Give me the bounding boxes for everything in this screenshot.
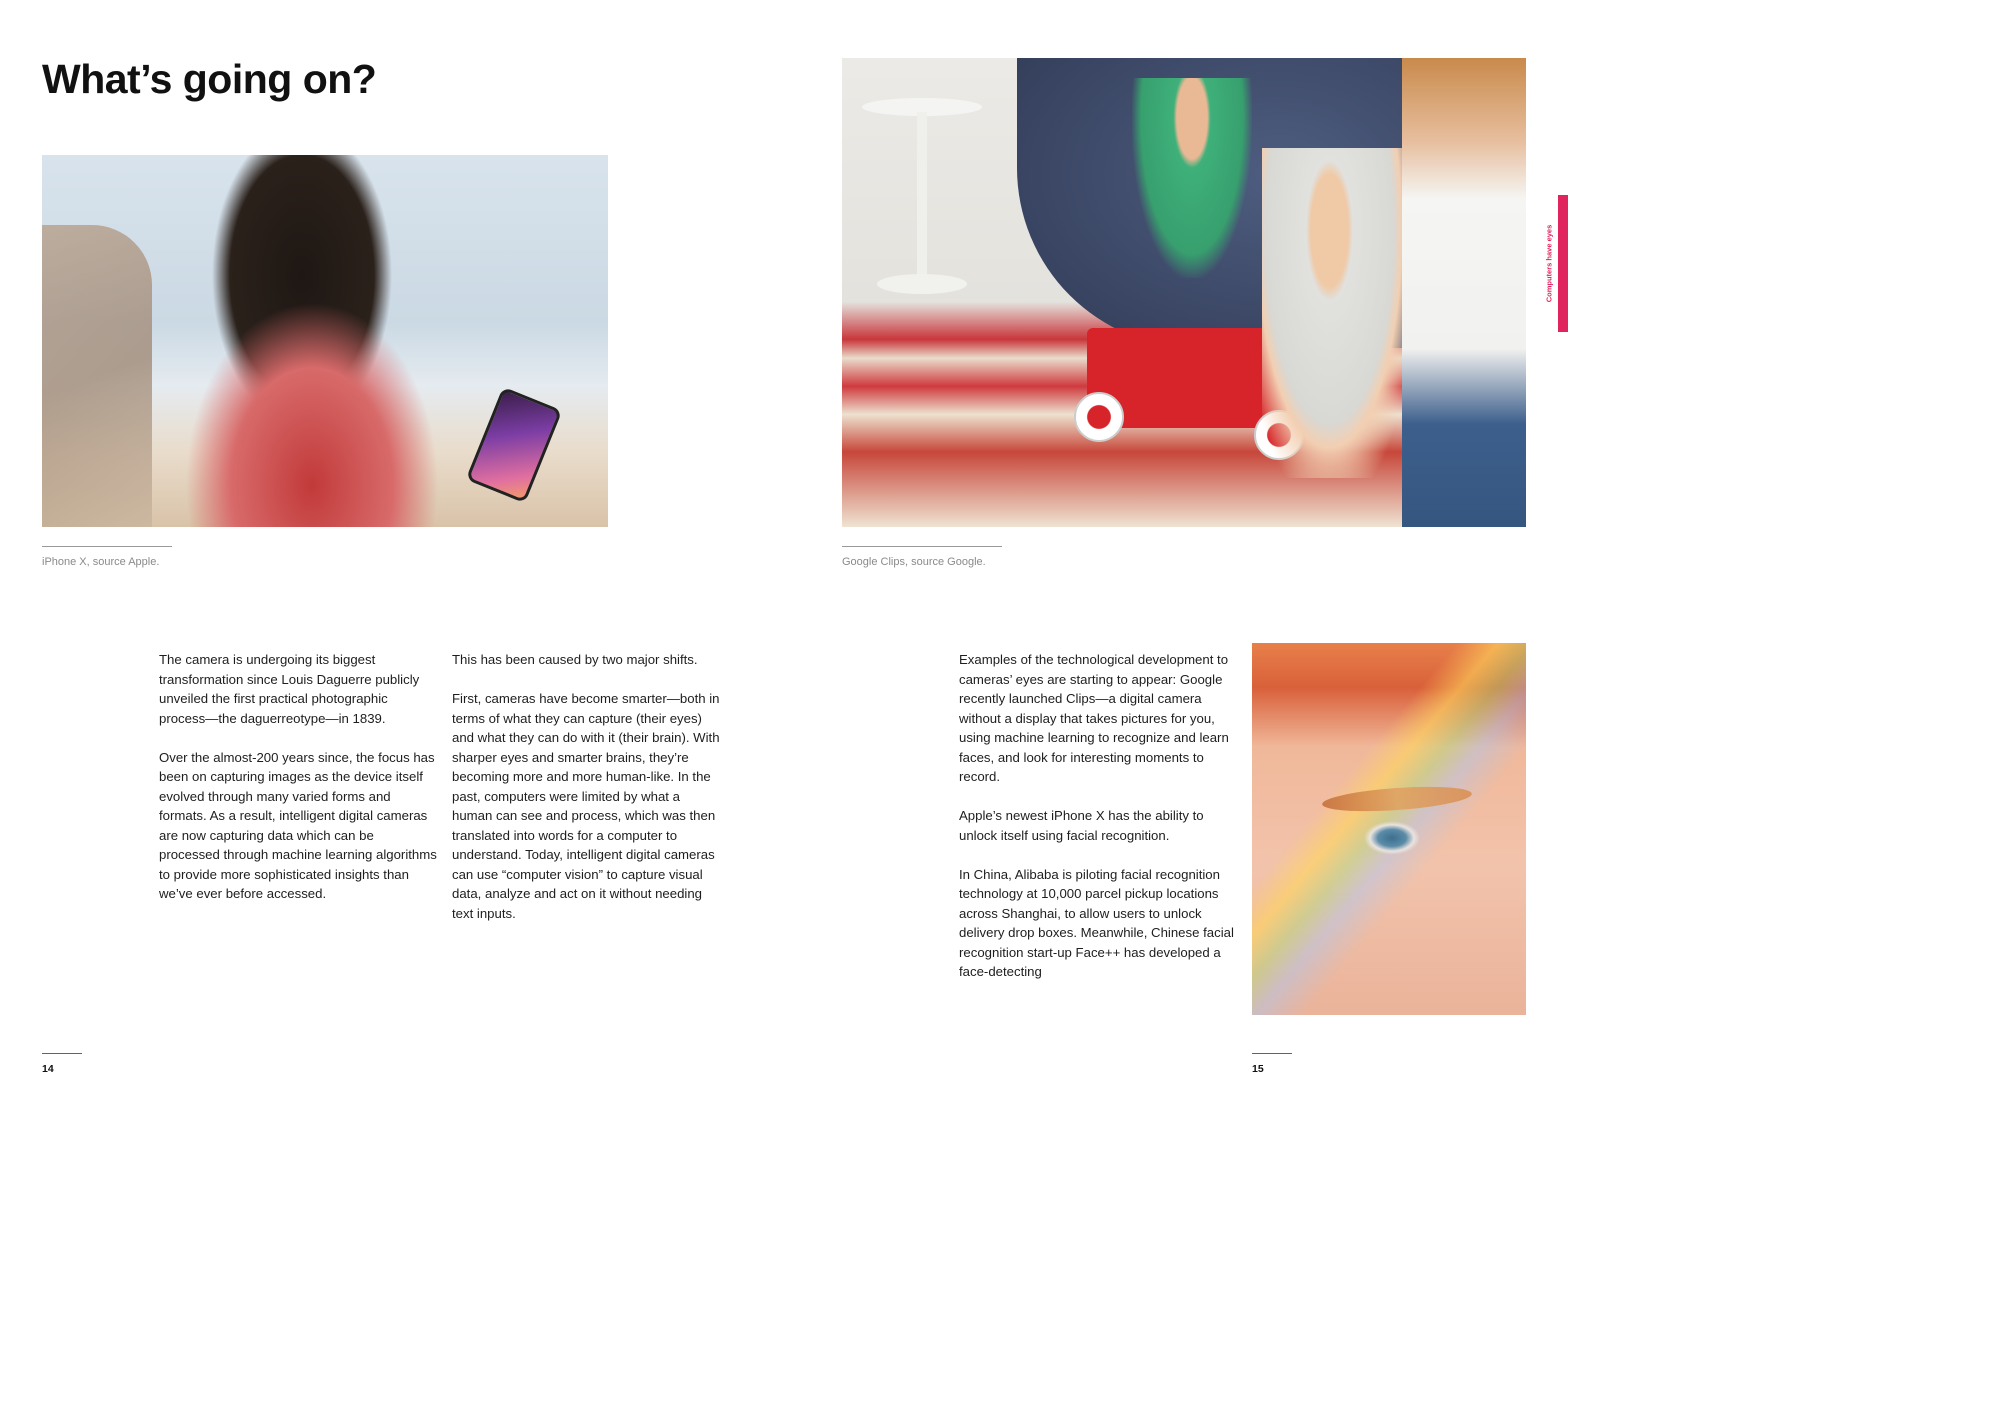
iphone-x-photo bbox=[42, 155, 608, 527]
page-number-left: 14 bbox=[42, 1063, 54, 1075]
side-tab-label: Computers have eyes bbox=[1544, 224, 1554, 303]
caption-right: Google Clips, source Google. bbox=[842, 556, 986, 568]
footer-rule-right bbox=[1252, 1053, 1292, 1054]
footer-rule-left bbox=[42, 1053, 82, 1054]
paragraph: Over the almost-200 years since, the focus has been on capturing images as the device itself evolved through many varied forms and formats. As a result, intelligent digital cameras are now capturing data which can be processed through machine learning algorithms to provide more sophisticated insights than we’ve ever before accessed. bbox=[159, 749, 437, 901]
woman-shape bbox=[1402, 58, 1526, 527]
body-column-3 bbox=[959, 650, 1239, 982]
paragraph: Apple’s newest iPhone X has the ability to unlock itself using facial recognition. bbox=[959, 808, 1204, 843]
cliff-shape bbox=[42, 225, 152, 527]
paragraph: First, cameras have become smarter—both in terms of what they can capture (their eyes) and what they can do with it (their brain). With sharper eyes and smarter brains, they’re becoming more and more human-like. In the past, computers were limited by what a human can see and process, which was then translated into words for a computer to understand. Today, intelligent digital cameras can use “computer vision” to capture visual data, analyze and act on it without needing text inputs. bbox=[452, 691, 720, 921]
page-number-right: 15 bbox=[1252, 1063, 1264, 1075]
wheel-shape bbox=[1074, 392, 1124, 442]
paragraph: Examples of the technological development to cameras’ eyes are starting to appear: Google recently launched Clips—a digital camera without a display that takes pictures for you, using machine learning to recognize and learn faces, and look for interesting moments to record. bbox=[959, 652, 1229, 784]
paragraph: In China, Alibaba is piloting facial recognition technology at 10,000 parcel pickup locations across Shanghai, to allow users to unlock delivery drop boxes. Meanwhile, Chinese facial recognition start-up Face++ has developed a face-detecting bbox=[959, 866, 1234, 979]
body-column-1 bbox=[159, 650, 437, 904]
caption-rule-right bbox=[842, 546, 1002, 547]
side-table-shape bbox=[862, 98, 982, 298]
page-title: What’s going on? bbox=[42, 56, 377, 102]
paragraph: The camera is undergoing its biggest transformation since Louis Daguerre publicly unveiled the first practical photographic process—the daguerreotype—in 1839. bbox=[159, 652, 420, 726]
eyebrow-shape bbox=[1321, 783, 1472, 815]
caption-left: iPhone X, source Apple. bbox=[42, 556, 160, 568]
body-column-2 bbox=[452, 650, 722, 923]
google-clips-photo bbox=[842, 58, 1526, 527]
baby-shape bbox=[1262, 148, 1412, 478]
eye-closeup-photo bbox=[1252, 643, 1526, 1015]
side-tab-bar bbox=[1558, 195, 1568, 332]
caption-rule-left bbox=[42, 546, 172, 547]
paragraph: This has been caused by two major shifts. bbox=[452, 652, 698, 667]
phone-shape bbox=[466, 387, 563, 504]
child-shape bbox=[1132, 78, 1252, 278]
